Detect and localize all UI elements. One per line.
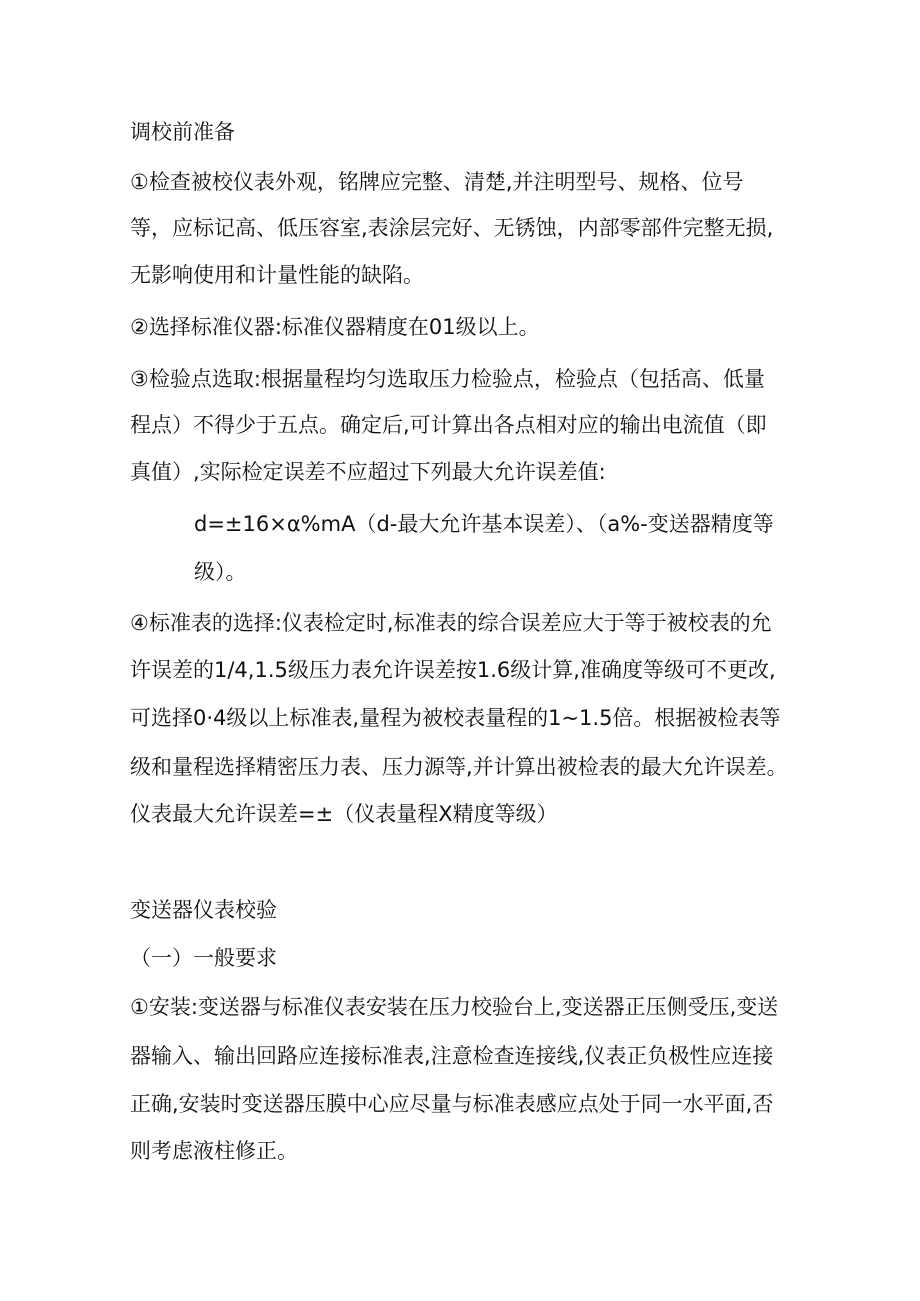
item4-line2: 许误差的1/4,1.5级压力表允许误差按1.6级计算,准确度等级可不更改,: [130, 658, 776, 682]
item2-line1: ②选择标准仪器:标准仪器精度在01级以上。: [130, 315, 540, 339]
install-line1: ①安装:变送器与标准仪表安装在压力校验台上,变送器正压侧受压,变送: [130, 995, 779, 1019]
item4-line3: 可选择0·4级以上标准表,量程为被校表量程的1~1.5倍。根据被检表等: [130, 706, 781, 730]
item3-line2: 程点）不得少于五点。确定后,可计算出各点相对应的输出电流值（即: [130, 413, 767, 437]
subheading-general-requirements: （一）一般要求: [130, 946, 277, 970]
section-heading-transmitter-calibration: 变送器仪表校验: [130, 898, 277, 922]
item3-line1: ③检验点选取:根据量程均匀选取压力检验点，检验点（包括高、低量: [130, 367, 765, 391]
install-line2: 器输入、输出回路应连接标准表,注意检查连接线,仪表正负极性应连接: [130, 1044, 774, 1068]
formula-line1: d=±16×α%mA（d-最大允许基本误差）、（a%-变送器精度等: [194, 512, 774, 536]
item3-line3: 真值）,实际检定误差不应超过下列最大允许误差值:: [130, 460, 606, 484]
item1-line1: ①检查被校仪表外观，铭牌应完整、清楚,并注明型号、规格、位号: [130, 170, 744, 194]
item4-line5: 仪表最大允许误差=±（仪表量程X精度等级）: [130, 802, 558, 826]
item1-line3: 无影响使用和计量性能的缺陷。: [130, 263, 424, 287]
item4-line1: ④标准表的选择:仪表检定时,标准表的综合误差应大于等于被校表的允: [130, 611, 772, 635]
item4-line4: 级和量程选择精密压力表、压力源等,并计算出被检表的最大允许误差。: [130, 755, 788, 779]
install-line3: 正确,安装时变送器压膜中心应尽量与标准表感应点处于同一水平面,否: [130, 1092, 774, 1116]
item1-line2: 等，应标记高、低压容室,表涂层完好、无锈蚀，内部零部件完整无损,: [130, 216, 774, 240]
formula-line2: 级）。: [194, 560, 247, 584]
section-heading-calibration-prep: 调校前准备: [130, 120, 235, 144]
install-line4: 则考虑液柱修正。: [130, 1139, 298, 1163]
